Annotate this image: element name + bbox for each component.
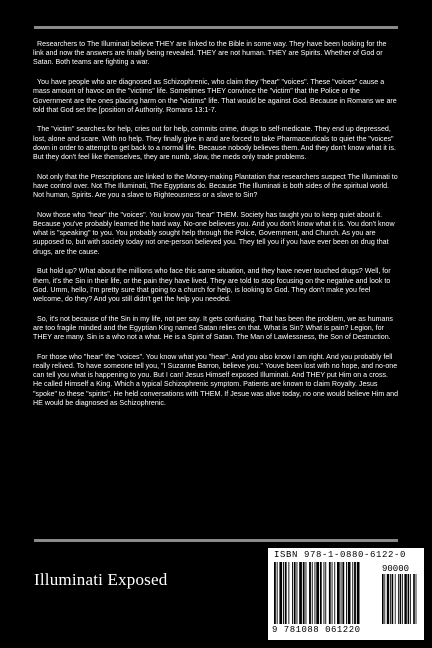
barcode-bar <box>277 562 278 624</box>
barcode-bar <box>303 562 305 624</box>
bottom-divider <box>34 539 398 542</box>
barcode-addon-bar <box>395 574 396 624</box>
paragraph-6: But hold up? What about the millions who face this same situation, and they have never touched drugs? Well, for them, it's the Sin in their life, or the pain they have lived. They are told to stop focusing on the negative and look to God. Umm, hello, I'm pretty sure that going to a church for help, is looking to God. They don't make you feel welcome, do they? And you still didn't get the help you needed. <box>33 267 391 303</box>
barcode-bar <box>292 562 293 624</box>
isbn-label: ISBN 978-1-0880-6122-0 <box>274 550 407 560</box>
barcode-addon: 90000 <box>382 564 410 574</box>
barcode-bar <box>354 562 356 624</box>
barcode-bar <box>274 562 276 624</box>
barcode-bar <box>316 562 319 624</box>
paragraph-7: So, it's not because of the Sin in my life, not per say. It gets confusing. That has been the problem, we as humans are too fragile minded and the Egyptian King named Satan relies on that. What is Sin? What is pain? Legion, for THEY are many. Sin is a who not a what. He is a Spirit of Satan. The Man of Lawlessness, the Son of Destruction. <box>33 314 393 342</box>
top-divider <box>34 26 398 29</box>
barcode-bar <box>337 562 340 624</box>
paragraph-8: For those who "hear" the "voices". You know what you "hear". And you also know I am right. And you probably fell really relived. To have someone tell you, "I Suzanne Barron, believe you." Youve been lost with no hope, and no-one can tell you what is happening to you. But I can! Jesus Himself exposed Illuminati. And THEY put Him on a cross. He called Himself a King. Which a typical Schizophrenic symptom. Patients are known to claim Royalty. Jesus "spoke" to these "spirits". He held conversations with THEM. If Jesue was alive today, no one would believe Him and HE would be diagnosed as Schizophrenic. <box>33 352 399 407</box>
barcode-bar <box>352 562 353 624</box>
paragraph-2: You have people who are diagnosed as Schizophrenic, who claim they "hear" "voices". These "voices" cause a mass amount of havoc on the "victims" life. Sometimes THEY convince the "victim" that the Police or the Government are the ones placing harm on the "victims" life. That would be against God. Because in Romans we are told that God set the [position of Authority. Romans 13:1-7. <box>33 78 397 114</box>
paragraph-5: Now those who "hear" the "voices". You know you "hear" THEM. Society has taught you to keep quiet about it. Because you've probably learned the hard way. No-one believes you. And you don't know what it is. You don't know what is "speaking" to you. You probably sought help through the Police, Government, and Church. As you are supposed to, but with society today not one-person believed you. They tell you if you have ever been on drug that drugs, are the cause. <box>33 210 395 256</box>
isbn-barcode <box>268 548 424 640</box>
barcode-bar <box>297 562 298 624</box>
barcode-bar <box>309 562 311 624</box>
barcode-bar <box>346 562 347 624</box>
barcode-bar <box>324 562 325 624</box>
barcode-addon-bar <box>398 574 399 624</box>
barcode-graphic <box>274 562 418 624</box>
paragraph-1: Researchers to The Illuminati believe THEY are linked to the Bible in some way. They have been looking for the link and now the answers are finally being revealed. THEY are not human. THEY are Spirits. Whether of God or Satan. Both teams are fighting a war. <box>33 40 387 67</box>
barcode-bar <box>312 562 313 624</box>
barcode-bar <box>285 562 287 624</box>
barcode-addon-bar <box>390 574 391 624</box>
barcode-bar <box>315 562 316 624</box>
barcode-bar <box>341 562 342 624</box>
barcode-bar <box>325 562 326 624</box>
barcode-addon-bar <box>408 574 410 624</box>
barcode-bar <box>357 562 360 624</box>
barcode-bar <box>299 562 302 624</box>
barcode-bar <box>283 562 284 624</box>
barcode-addon-bar <box>387 574 389 624</box>
barcode-addon-bar <box>404 574 406 624</box>
barcode-addon-bar <box>413 574 415 624</box>
barcode-addon-bar <box>382 574 384 624</box>
paragraph-4: Not only that the Prescriptions are linked to the Money-making Plantation that researchers suspect The Illuminati to have control over. Not The Illuminati, The Egyptians do. Because The Illuminati is both sides of the spiritual world. Not human, Spirits. Are you a slave to Righteousness or a slave to Sin? <box>33 172 398 200</box>
barcode-addon-bar <box>384 574 385 624</box>
barcode-bar <box>279 562 282 624</box>
ean-digits: 9 781088 061220 <box>272 625 361 635</box>
barcode-bar <box>306 562 307 624</box>
barcode-bar <box>348 562 351 624</box>
barcode-bar <box>294 562 296 624</box>
barcode-bar <box>329 562 331 624</box>
book-title: Illuminati Exposed <box>34 570 168 589</box>
paragraph-3: The "victim" searches for help, cries out for help, commits crime, drugs to self-medicate. They end up depressed, lost, alone and scare. With no help. They finally give in and are forced to take Pharmaceuticals to quiet the "voices" down in order to attempt to get back to a normal life. Because nobody believes them. And they don't know what it is. But they don't feel like themselves, they are numb, slow, the meds only trade problems. <box>33 125 396 162</box>
barcode-addon-bar <box>416 574 417 624</box>
barcode-addon-bar <box>392 574 394 624</box>
barcode-bar <box>320 562 322 624</box>
barcode-addon-bar <box>410 574 411 624</box>
back-cover-text <box>33 40 399 419</box>
barcode-bar <box>332 562 333 624</box>
barcode-addon-bar <box>400 574 402 624</box>
barcode-addon-bar <box>402 574 403 624</box>
barcode-bar <box>334 562 335 624</box>
barcode-bar <box>288 562 289 624</box>
barcode-bar <box>342 562 344 624</box>
